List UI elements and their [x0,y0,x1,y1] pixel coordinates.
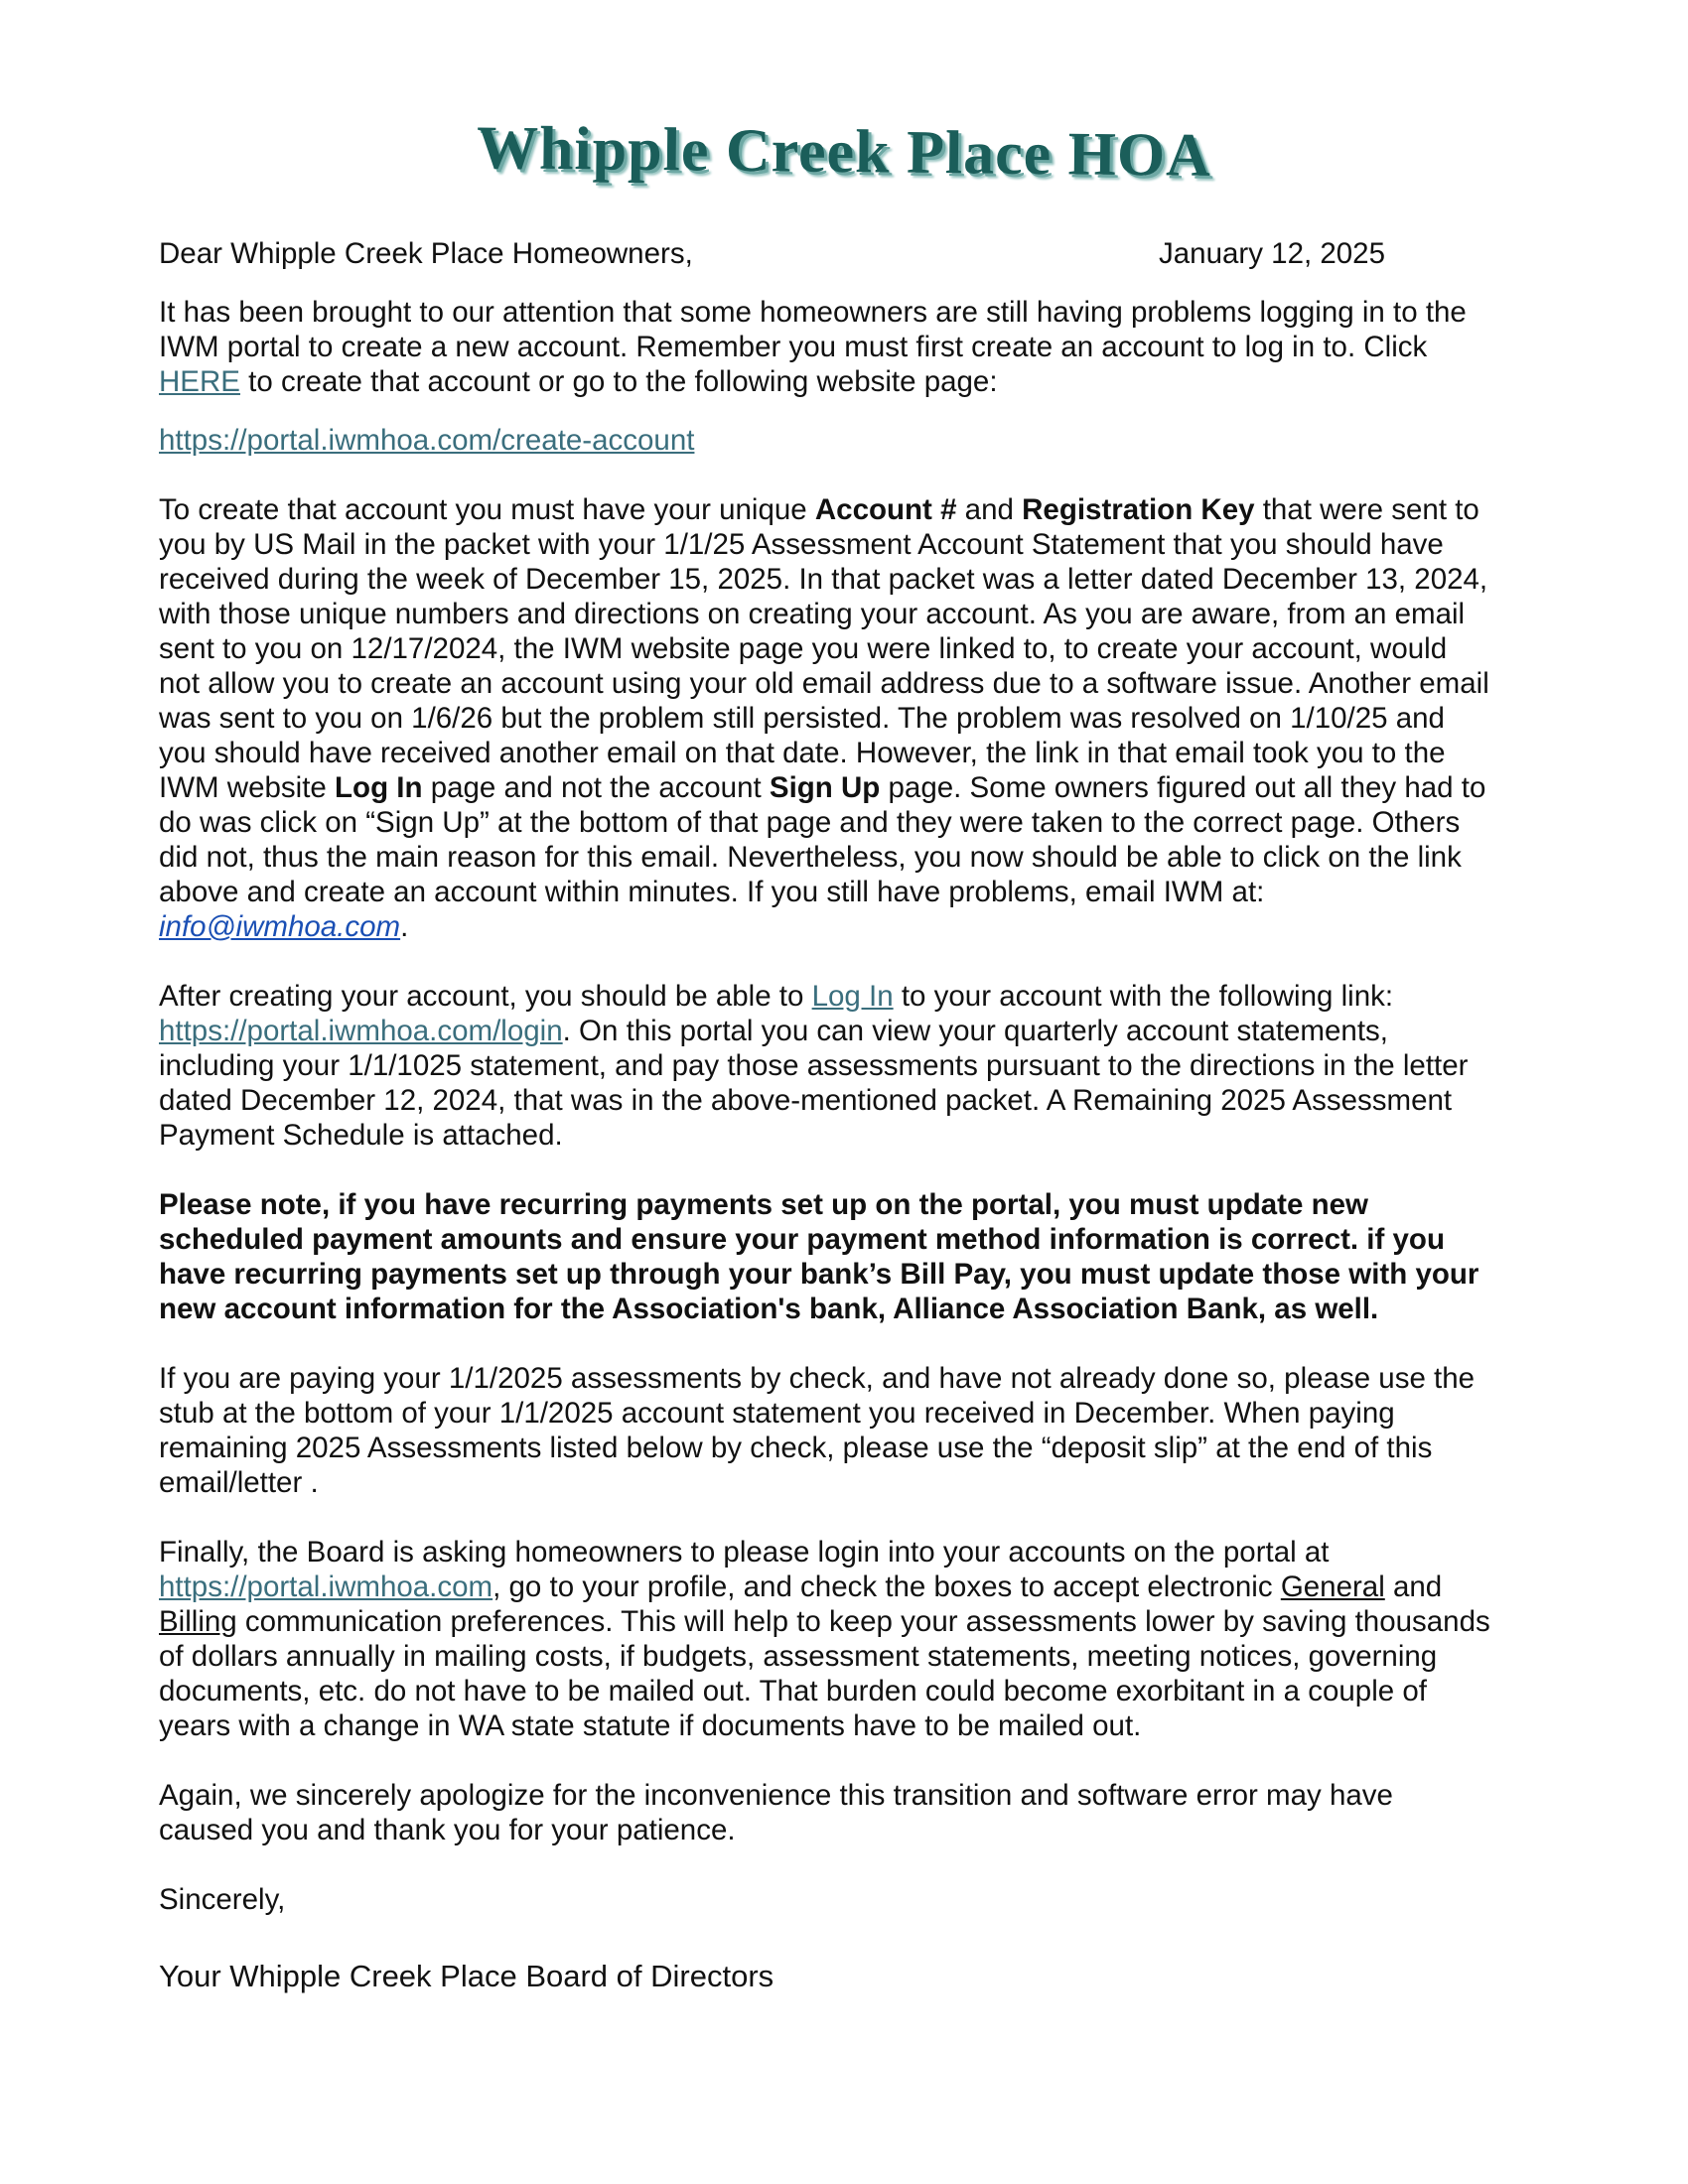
registration-key-term: Registration Key [1022,493,1255,526]
general-term: General [1280,1570,1385,1603]
here-link[interactable]: HERE [159,365,240,398]
pref-text-a: Finally, the Board is asking homeowners to please login into your accounts on the portal at [159,1536,1330,1569]
paragraph-login [159,979,1494,1153]
create-account-link[interactable]: https://portal.iwmhoa.com/create-account [159,424,695,457]
instr-text-d: page and not the account [422,771,770,804]
signature: Your Whipple Creek Place Board of Directors [159,1959,774,1993]
account-number-term: Account # [814,493,957,526]
login-text-b: to your account with the following link: [893,980,1394,1013]
paragraph-preferences [159,1535,1494,1743]
instr-text-c: that were sent to you by US Mail in the packet with your 1/1/25 Assessment Account Statement that you should have received during the week of December 15, 2025. In that packet was a letter dated December 13, 2024, with those unique numbers and directions on creating your account. As you are aware, from an email sent to you on 12/17/2024, the IWM website page you were linked to, to create your account, would not allow you to create an account using your old email address due to a software issue. Another email was sent to you on 1/6/26 but the problem still persisted. The problem was resolved on 1/10/25 and you should have received another email on that date. However, the link in that email took you to the IWM website [159,493,1489,804]
login-text-a: After creating your account, you should be able to [159,980,812,1013]
paragraph-check-payments: If you are paying your 1/1/2025 assessments by check, and have not already done so, please use the stub at the bottom of your 1/1/2025 account statement you received in December. When paying remaining 2025 Assessments listed below by check, please use the “deposit slip” at the end of this email/letter . [159,1362,1476,1499]
instr-text-b: and [956,493,1023,526]
letter-date: January 12, 2025 [1159,237,1385,270]
create-account-line [159,423,1494,458]
intro-text-b: to create that account or go to the following website page: [239,365,998,398]
log-in-link[interactable]: Log In [811,980,894,1013]
email-link[interactable]: info@iwmhoa.com [159,910,401,943]
pref-text-d: communication preferences. This will help to keep your assessments lower by saving thousands of dollars annually in mailing costs, if budgets, assessment statements, meeting notices, governing documents, etc. do not have to be mailed out. That burden could become exorbitant in a couple of years with a change in WA state statute if documents have to be mailed out. [159,1605,1490,1742]
paragraph-apology: Again, we sincerely apologize for the inconvenience this transition and software error may have caused you and thank you for your patience. [159,1779,1393,1846]
hoa-logo: Whipple Creek Place HOA [476,114,1212,190]
letter-body [159,236,1494,1993]
paragraph-instructions [159,492,1494,944]
intro-text-a: It has been brought to our attention that some homeowners are still having problems logging in to the IWM portal to create a new account. Remember you must first create an account to log in to. Click [159,296,1467,363]
instr-text-a: To create that account you must have your unique [159,493,815,526]
billing-term: Billing [159,1605,237,1638]
sign-up-term: Sign Up [769,771,881,804]
portal-link[interactable]: https://portal.iwmhoa.com [159,1570,493,1603]
login-text-c: . On this portal you can view your quarterly account statements, including your 1/1/1025 statement, and pay those assessments pursuant to the directions in the letter dated December 12, 2024, that was in the above-mentioned packet. A Remaining 2025 Assessment Payment Schedule is attached. [159,1015,1469,1152]
salutation: Dear Whipple Creek Place Homeowners, [159,237,693,270]
log-in-term: Log In [335,771,423,804]
instr-text-e: page. Some owners figured out all they had to do was click on “Sign Up” at the bottom of that page and they were taken to the correct page. Others did not, thus the main reason for this email. Nevertheless, you now should be able to click on the link above and create an account within minutes. If you still have problems, email IWM at: [159,771,1486,908]
instr-text-f: . [400,910,409,943]
pref-text-b: , go to your profile, and check the boxes to accept electronic [492,1570,1281,1603]
letter-heading-row [159,236,1494,271]
pref-text-c: and [1384,1570,1443,1603]
closing: Sincerely, [159,1883,286,1916]
login-url-link[interactable]: https://portal.iwmhoa.com/login [159,1015,563,1047]
paragraph-intro [159,295,1494,399]
paragraph-recurring-notice: Please note, if you have recurring payments set up on the portal, you must update new scheduled payment amounts and ensure your payment method information is correct. if you have recurring payments set up through your bank’s Bill Pay, you must update those with your new account information for the Association's bank, Alliance Association Bank, as well. [159,1188,1479,1325]
